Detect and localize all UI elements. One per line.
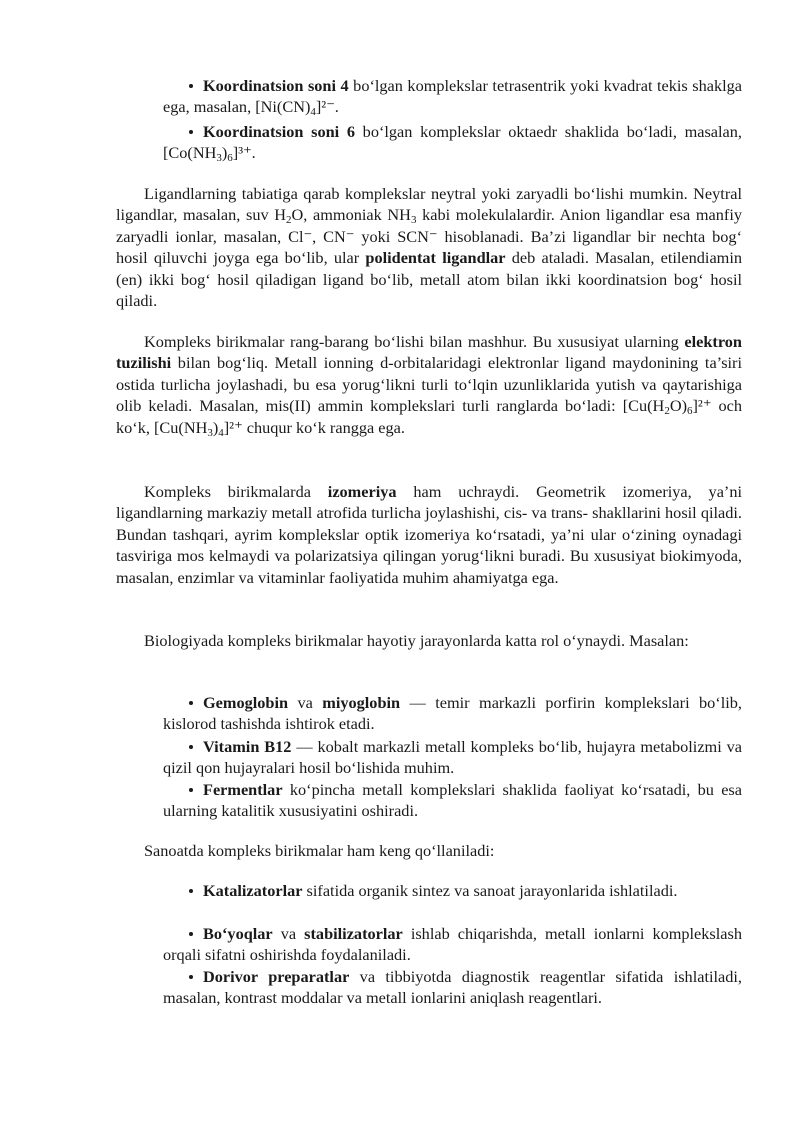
- bullet-coordination-6: Koordinatsion soni 6 bo‘lgan komplekslar oktaedr shaklida bo‘ladi, masalan, $[Co(NH_3)_6]^{3+}$.: [163, 122, 742, 165]
- bullet-dot: [189, 745, 193, 749]
- bullet-hemoglobin: Gemoglobin va miyoglobin — temir markazli porfirin komplekslari bo‘lib, kislorod tashishda ishtirok etadi.: [163, 693, 742, 734]
- paragraph-ligands: Ligandlarning tabiatiga qarab komplekslar neytral yoki zaryadli bo‘lishi mumkin. Neytral ligandlar, masalan, suv $H_2O$, ammoniak $NH_3$ kabi molekulalardir. Anion ligandlar esa manfiy zaryadli ionlar, masalan, Cl⁻, CN⁻ yoki SCN⁻ hisoblanadi. Ba’zi ligandlar bir nechta bog‘ hosil qiluvchi joyga ega bo‘lib, ular polidentat ligandlar deb ataladi. Masalan, etilendiamin (en) ikki bog‘ hosil qiladigan ligand bo‘lib, metall atom bilan ikki koordinatsion bog‘ hosil qiladi.: [116, 184, 743, 311]
- bullet-dot: [189, 130, 193, 134]
- bullet-dot: [189, 84, 193, 88]
- bullet-enzymes: Fermentlar ko‘pincha metall komplekslari shaklida faoliyat ko‘rsatadi, bu esa ularning katalitik xususiyatini oshiradi.: [163, 780, 742, 821]
- bullet-dyes: Bo‘yoqlar va stabilizatorlar ishlab chiqarishda, metall ionlarni komplekslash orqali sifatni oshirishda foydalaniladi.: [163, 924, 742, 965]
- bullet-catalysts: Katalizatorlar sifatida organik sintez va sanoat jarayonlarida ishlatiladi.: [163, 880, 742, 901]
- bullet-dot: [189, 701, 193, 705]
- paragraph-colors: Kompleks birikmalar rang-barang bo‘lishi bilan mashhur. Bu xususiyat ularning elektron tuzilishi bilan bog‘liq. Metall ionning d-orbitalaridagi elektronlar ligand maydonining ta’siri ostida turlicha joylashadi, bu esa yorug‘likni turli to‘lqin uzunliklarida yutish va qaytarishiga olib keladi. Masalan, mis(II) ammin komplekslari turli ranglarda bo‘ladi: $[Cu(H_2O)_6]^{2+}$ och ko‘k, $[Cu(NH_3)_4]^{2+}$ chuqur ko‘k rangga ega.: [116, 332, 742, 439]
- bullet-dot: [189, 975, 193, 979]
- bullet-coordination-4: Koordinatsion soni 4 bo‘lgan komplekslar tetrasentrik yoki kvadrat tekis shaklga ega, masalan, $[Ni(CN)_4]^{2-}$.: [163, 76, 742, 119]
- bullet-dot: [189, 932, 193, 936]
- bullet-dot: [189, 889, 193, 893]
- paragraph-isomerism: Kompleks birikmalarda izomeriya ham uchraydi. Geometrik izomeriya, ya’ni ligandlarning markaziy metall atrofida turlicha joylashishi, cis- va trans- shakllarini hosil qiladi. Bundan tashqari, ayrim komplekslar optik izomeriya ko‘rsatadi, ya’ni ular o‘zining oynadagi tasviriga mos kelmaydi va polarizatsiya qilingan yorug‘likni buradi. Bu xususiyat biokimyoda, masalan, enzimlar va vitaminlar faoliyatida muhim ahamiyatga ega.: [116, 482, 743, 587]
- paragraph-biology-intro: Biologiyada kompleks birikmalar hayotiy jarayonlarda katta rol o‘ynaydi. Masalan:: [144, 631, 689, 650]
- paragraph-industry-intro: Sanoatda kompleks birikmalar ham keng qo‘llaniladi:: [144, 841, 495, 860]
- bullet-drugs: Dorivor preparatlar va tibbiyotda diagnostik reagentlar sifatida ishlatiladi, masalan, kontrast moddalar va metall ionlarini aniqlash reagentlari.: [163, 967, 742, 1008]
- bullet-dot: [189, 788, 193, 792]
- bullet-vitamin-b12: Vitamin B12 — kobalt markazli metall kompleks bo‘lib, hujayra metabolizmi va qizil qon hujayralari hosil bo‘lishida muhim.: [163, 737, 743, 778]
